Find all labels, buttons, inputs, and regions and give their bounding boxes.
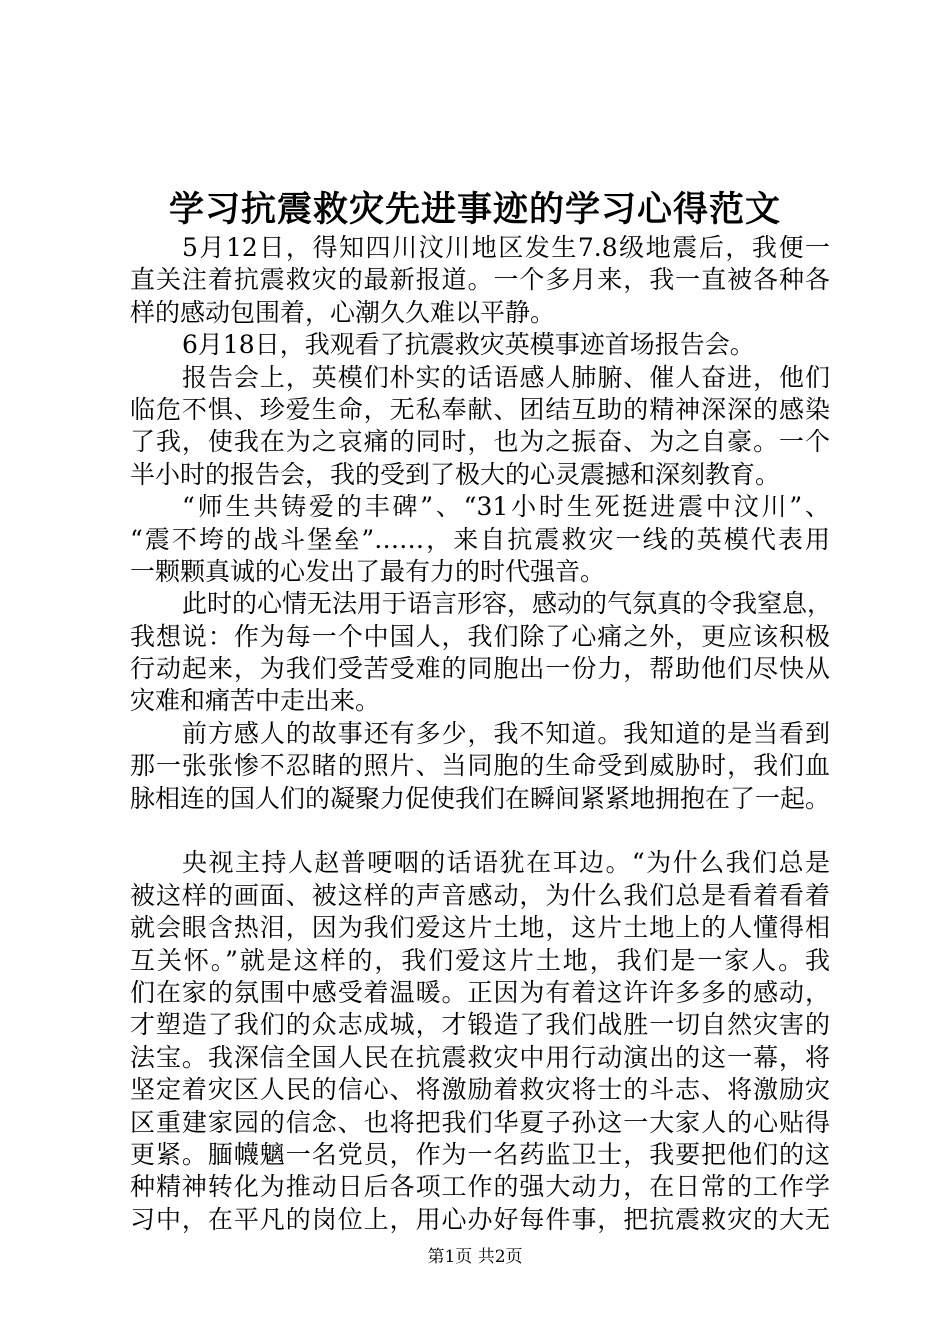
text-line: 就会眼含热泪，因为我们爱这片土地，这片土地上的人懂得相 [130, 913, 830, 943]
text-line: 们在家的氛围中感受着温暖。正因为有着这许许多多的感动， [130, 977, 830, 1007]
text-line: 我想说：作为每一个中国人，我们除了心痛之外，更应该积极 [130, 621, 830, 651]
text-line: 报告会上，英模们朴实的话语感人肺腑、催人奋进，他们 [182, 362, 830, 392]
page-title: 学习抗震救灾先进事迹的学习心得范文 [168, 189, 781, 230]
text-line: 前方感人的故事还有多少，我不知道。我知道的是当看到 [182, 718, 830, 748]
text-line: 种精神转化为推动日后各项工作的强大动力，在日常的工作学 [130, 1172, 830, 1202]
text-line: “震不垮的战斗堡垒”……，来自抗震救灾一线的英模代表用 [130, 524, 830, 554]
text-line: 灾难和痛苦中走出来。 [130, 686, 381, 716]
text-line: 半小时的报告会，我的受到了极大的心灵震撼和深刻教育。 [130, 459, 781, 489]
text-line: 样的感动包围着，心潮久久难以平静。 [130, 297, 556, 327]
text-line: 5月12日，得知四川汶川地区发生7.8级地震后，我便一 [182, 233, 830, 262]
text-line: 被这样的画面、被这样的声音感动，为什么我们总是看着看着 [130, 880, 830, 910]
text-line: 6月18日，我观看了抗震救灾英模事迹首场报告会。 [182, 330, 755, 360]
text-line: 直关注着抗震救灾的最新报道。一个多月来，我一直被各种各 [130, 265, 830, 295]
text-line: 区重建家园的信念、也将把我们华夏子孙这一大家人的心贴得 [130, 1107, 830, 1137]
text-line: 了我，使我在为之哀痛的同时，也为之振奋、为之自豪。一个 [130, 427, 830, 457]
text-line: “师生共铸爱的丰碑”、“31小时生死挺进震中汶川”、 [182, 492, 830, 522]
body-text [130, 232, 833, 1236]
text-line: 脉相连的国人们的凝聚力促使我们在瞬间紧紧地拥抱在了一起。 [130, 783, 831, 813]
text-line: 坚定着灾区人民的信心、将激励着救灾将士的斗志、将激励灾 [130, 1075, 830, 1105]
text-line: 才塑造了我们的众志成城，才锻造了我们战胜一切自然灾害的 [130, 1010, 830, 1040]
text-line: 法宝。我深信全国人民在抗震救灾中用行动演出的这一幕，将 [130, 1042, 830, 1072]
text-line: 互关怀。”就是这样的，我们爱这片土地，我们是一家人。我 [130, 945, 830, 975]
text-line: 临危不惧、珍爱生命，无私奉献、团结互助的精神深深的感染 [130, 394, 830, 424]
text-line: 更紧。腼幭魑一名党员，作为一名药监卫士，我要把他们的这 [130, 1139, 830, 1169]
text-line: 习中，在平凡的岗位上，用心办好每件事，把抗震救灾的大无 [130, 1204, 830, 1234]
text-line: 一颗颗真诚的心发出了最有力的时代强音。 [130, 556, 606, 586]
text-line: 那一张张惨不忍睹的照片、当同胞的生命受到威胁时，我们血 [130, 751, 830, 781]
text-line: 行动起来，为我们受苦受难的同胞出一份力，帮助他们尽快从 [130, 654, 830, 684]
text-line: 央视主持人赵普哽咽的话语犹在耳边。“为什么我们总是 [182, 848, 830, 878]
text-line: 此时的心情无法用于语言形容，感动的气氛真的令我窒息， [182, 589, 833, 619]
text-line [130, 815, 830, 847]
page-number-footer: 第1页 共2页 [427, 1247, 523, 1267]
